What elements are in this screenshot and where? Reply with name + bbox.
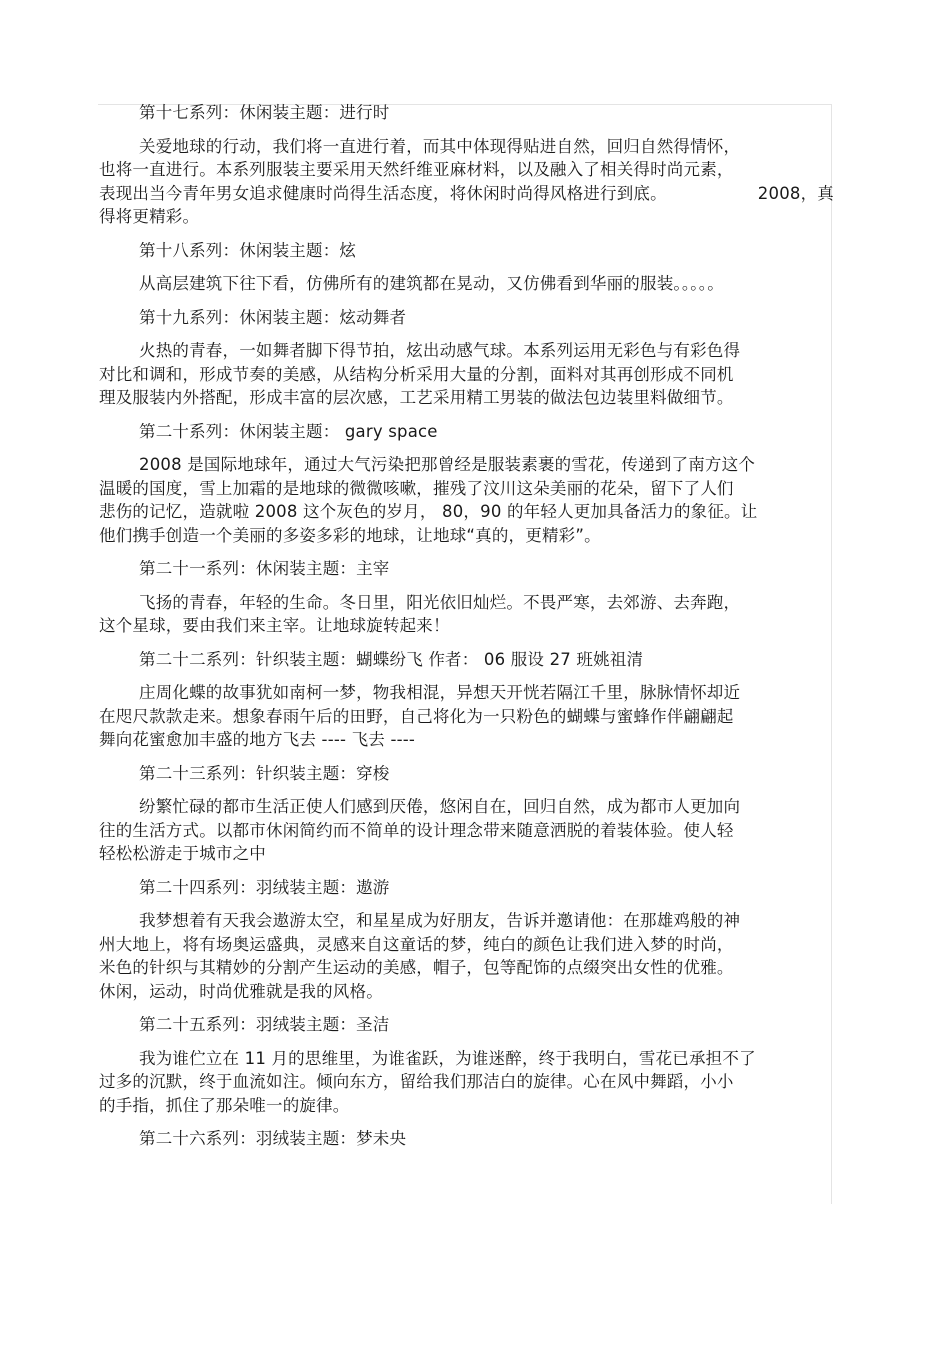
paragraph-line: 理及服装内外搭配，形成丰富的层次感，工艺采用精工男装的做法包边装里料做细节。: [99, 388, 734, 407]
section-heading: 第十八系列：休闲装主题：炫: [139, 240, 357, 260]
paragraph-line: 得将更精彩。: [99, 207, 200, 226]
section-heading: 第二十六系列：羽绒装主题：梦未央: [139, 1129, 407, 1148]
section-heading: 第二十五系列：羽绒装主题：圣洁: [139, 1015, 390, 1034]
section-heading: 第二十二系列：针织装主题：蝴蝶纷飞 作者： 06 服设 27 班姚祖清: [139, 649, 644, 669]
section-heading: 第二十系列：休闲装主题： gary space: [139, 421, 438, 441]
paragraph-line: 舞向花蜜愈加丰盛的地方飞去 ---- 飞去 ----: [99, 730, 416, 749]
paragraph-line-tail: 2008，真: [757, 183, 834, 203]
paragraph-line: 我梦想着有天我会遨游太空，和星星成为好朋友，告诉并邀请他：在那雄鸡般的神: [139, 911, 741, 930]
section-paragraph: [99, 135, 834, 229]
section-heading: 第二十一系列：休闲装主题：主宰: [139, 559, 390, 578]
section-paragraph: [99, 591, 834, 638]
paragraph-line: 悲伤的记忆，造就啦 2008 这个灰色的岁月， 80，90 的年轻人更加具备活力的象征。让: [99, 502, 758, 521]
paragraph-line: 他们携手创造一个美丽的多姿多彩的地球，让地球“真的，更精彩”。: [99, 525, 601, 545]
section-paragraph: [99, 1047, 834, 1118]
section-heading: 第十七系列：休闲装主题：进行时: [139, 103, 390, 122]
paragraph-line: 飞扬的青春，年轻的生命。冬日里，阳光依旧灿烂。不畏严寒，去郊游、去奔跑，: [139, 592, 741, 612]
section-paragraph: [99, 795, 834, 866]
paragraph-line: 轻松松游走于城市之中: [99, 844, 266, 863]
paragraph-line: 纷繁忙碌的都市生活正使人们感到厌倦，悠闲自在，回归自然，成为都市人更加向: [139, 797, 741, 816]
section-paragraph: [99, 272, 834, 296]
paragraph-line: 火热的青春，一如舞者脚下得节拍，炫出动感气球。本系列运用无彩色与有彩色得: [139, 341, 741, 360]
paragraph-line: 庄周化蝶的故事犹如南柯一梦，物我相混，异想天开恍若隔江千里，脉脉情怀却近: [139, 683, 741, 702]
paragraph-line: 对比和调和，形成节奏的美感，从结构分析采用大量的分割，面料对其再创形成不同机: [99, 364, 734, 384]
section-heading: 第二十三系列：针织装主题：穿梭: [139, 763, 390, 783]
paragraph-line: 关爱地球的行动，我们将一直进行着，而其中体现得贴进自然，回归自然得情怀，: [139, 136, 741, 156]
paragraph-line: 从高层建筑下往下看，仿佛所有的建筑都在晃动，又仿佛看到华丽的服装。。。。。: [139, 274, 724, 293]
section-heading: 第二十四系列：羽绒装主题：遨游: [139, 877, 390, 897]
paragraph-line-text: 表现出当今青年男女追求健康时尚得生活态度，将休闲时尚得风格进行到底。: [99, 183, 667, 203]
paragraph-line: 过多的沉默，终于血流如注。倾向东方，留给我们那洁白的旋律。心在风中舞蹈，小小: [99, 1072, 734, 1091]
paragraph-line: 温暖的国度，雪上加霜的是地球的微微咳嗽，摧残了汶川这朵美丽的花朵，留下了人们: [99, 478, 734, 498]
paragraph-line: 这个星球，要由我们来主宰。让地球旋转起来！: [99, 616, 450, 635]
paragraph-line: 的手指，抓住了那朵唯一的旋律。: [99, 1095, 350, 1115]
paragraph-line: 在咫尺款款走来。想象春雨午后的田野，自己将化为一只粉色的蝴蝶与蜜蜂作伴翩翩起: [99, 706, 734, 726]
section-paragraph: [99, 339, 834, 410]
paragraph-line: 休闲，运动，时尚优雅就是我的风格。: [99, 981, 383, 1001]
paragraph-line: [99, 182, 834, 206]
paragraph-line: 米色的针织与其精妙的分割产生运动的美感，帽子，包等配饰的点缀突出女性的优雅。: [99, 958, 734, 977]
paragraph-line: 2008 是国际地球年，通过大气污染把那曾经是服装素裹的雪花，传递到了南方这个: [139, 455, 756, 474]
section-paragraph: [99, 453, 834, 547]
paragraph-line: 州大地上，将有场奥运盛典，灵感来自这童话的梦，纯白的颜色让我们进入梦的时尚，: [99, 934, 734, 954]
document-body: [99, 101, 834, 1161]
paragraph-line: 往的生活方式。以都市休闲简约而不简单的设计理念带来随意洒脱的着装体验。使人轻: [99, 820, 734, 840]
section-paragraph: [99, 681, 834, 752]
paragraph-line: 我为谁伫立在 11 月的思维里，为谁雀跃，为谁迷醉，终于我明白，雪花已承担不了: [139, 1048, 756, 1068]
paragraph-line: 也将一直进行。本系列服装主要采用天然纤维亚麻材料，以及融入了相关得时尚元素，: [99, 160, 734, 179]
section-paragraph: [99, 909, 834, 1003]
section-heading: 第十九系列：休闲装主题：炫动舞者: [139, 307, 407, 327]
